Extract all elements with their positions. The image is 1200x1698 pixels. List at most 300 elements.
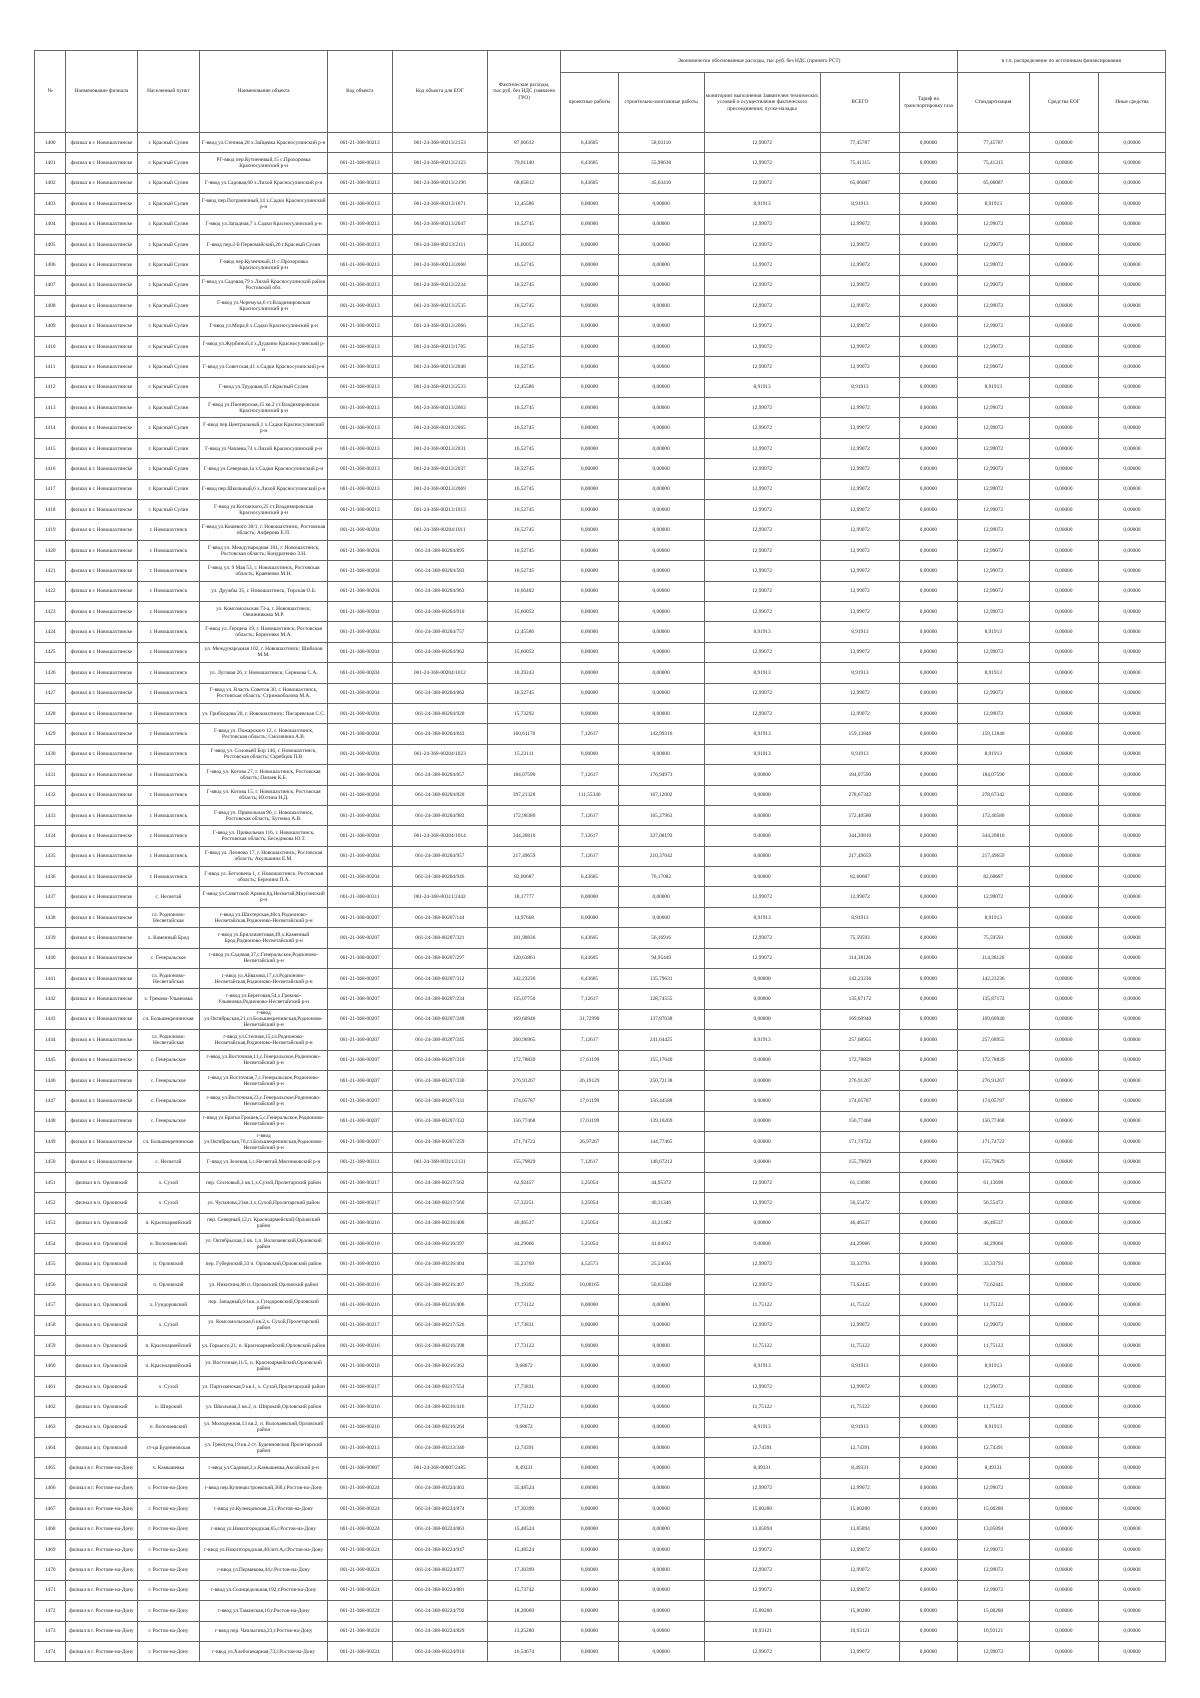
tariff-cell: 0,00000: [900, 1356, 958, 1376]
tariff-cell: 0,00000: [900, 540, 958, 560]
construction-cost-cell: 0,00000: [618, 479, 704, 499]
eog-funds-cell: 0,00000: [1029, 989, 1098, 1009]
total-cost-cell: 56,55472: [820, 1193, 900, 1213]
branch-cell: филиал в г. Новошахтинске: [66, 438, 137, 458]
construction-cost-cell: 155,17640: [618, 1050, 704, 1070]
construction-cost-cell: 0,00000: [618, 357, 704, 377]
eog-funds-cell: 0,00000: [1029, 846, 1098, 866]
table-row: [35, 1438, 1166, 1458]
eog-funds-cell: 0,00000: [1029, 1458, 1098, 1478]
total-cost-cell: 12,99072: [820, 1580, 900, 1600]
object-code-cell: 061-21-368-00216: [327, 1274, 392, 1294]
eog-code-cell: 061-24-368-00311/2442: [392, 887, 487, 907]
object-name-cell: Г-ввод ул. Соловьёй Бор 146, г. Новошахтинск, Ростовская область; Скребцов П.В.: [200, 744, 328, 764]
eog-code-cell: 061-24-368-00207/248: [392, 1009, 487, 1029]
branch-cell: филиал в г. Новошахтинске: [66, 622, 137, 642]
table-row: [35, 724, 1166, 744]
eog-code-cell: 061-24-368-00213/2153: [392, 133, 487, 153]
eog-funds-cell: 0,00000: [1029, 1152, 1098, 1172]
monitoring-cost-cell: 12,99072: [704, 255, 820, 275]
object-code-cell: 061-21-368-00213: [327, 214, 392, 234]
other-funds-cell: 0,00000: [1098, 1091, 1165, 1111]
other-funds-cell: 0,00000: [1098, 1111, 1165, 1131]
design-cost-cell: 0,00000: [561, 1499, 619, 1519]
construction-cost-cell: 137,87038: [618, 1009, 704, 1029]
locality-cell: п. Красноармейский: [137, 1356, 200, 1376]
eog-funds-cell: 0,00000: [1029, 1417, 1098, 1437]
table-row: [35, 744, 1166, 764]
row-number: 1430: [35, 744, 66, 764]
table-row: [35, 479, 1166, 499]
table-row: [35, 234, 1166, 254]
branch-cell: филиал в г. Новошахтинске: [66, 357, 137, 377]
object-name-cell: Г-ввод ул.Пионерская,15 кв.2 ст.Владимировская Красносулинский р-н: [200, 398, 328, 418]
design-cost-cell: 3,25054: [561, 1213, 619, 1233]
locality-cell: г. Новошахтинск: [137, 663, 200, 683]
row-number: 1421: [35, 561, 66, 581]
eog-code-cell: 061-24-368-00204/1011: [392, 520, 487, 540]
branch-cell: филиал в г. Новошахтинске: [66, 703, 137, 723]
other-funds-cell: 0,00000: [1098, 1641, 1165, 1661]
branch-cell: филиал в г. Новошахтинске: [66, 744, 137, 764]
construction-cost-cell: 0,00000: [618, 1417, 704, 1437]
other-funds-cell: 0,00000: [1098, 479, 1165, 499]
standardization-cell: 12,99072: [957, 438, 1029, 458]
standardization-cell: 12,99072: [957, 540, 1029, 560]
eog-funds-cell: 0,00000: [1029, 1621, 1098, 1641]
row-number: 1445: [35, 1050, 66, 1070]
object-code-cell: 061-21-368-00207: [327, 1009, 392, 1029]
standardization-cell: 56,55472: [957, 1193, 1029, 1213]
monitoring-cost-cell: 11,75122: [704, 1295, 820, 1315]
actual-cost-cell: 15,60052: [487, 601, 560, 621]
eog-funds-cell: 0,00000: [1029, 1132, 1098, 1152]
branch-cell: филиал в г. Новошахтинске: [66, 642, 137, 662]
standardization-cell: 12,99072: [957, 1560, 1029, 1580]
actual-cost-cell: 16,52745: [487, 418, 560, 438]
standardization-cell: 172,78839: [957, 1050, 1029, 1070]
object-name-cell: Г-ввод ул.Степная,28 х.Зайцевка Красносулинский р-н: [200, 133, 328, 153]
other-funds-cell: 0,00000: [1098, 805, 1165, 825]
actual-cost-cell: 16,52745: [487, 520, 560, 540]
eog-funds-cell: 0,00000: [1029, 1601, 1098, 1621]
eog-code-cell: 061-24-368-00224/910: [392, 1641, 487, 1661]
tariff-cell: 0,00000: [900, 398, 958, 418]
row-number: 1450: [35, 1152, 66, 1172]
eog-funds-cell: 0,00000: [1029, 234, 1098, 254]
branch-cell: филиал в п. Орловский: [66, 1376, 137, 1396]
locality-cell: г. Новошахтинск: [137, 826, 200, 846]
locality-cell: г. Новошахтинск: [137, 805, 200, 825]
monitoring-cost-cell: 12,99072: [704, 1254, 820, 1274]
table-row: [35, 194, 1166, 214]
eog-code-cell: 061-24-368-00204/820: [392, 785, 487, 805]
standardization-cell: 73,62445: [957, 1274, 1029, 1294]
eog-code-cell: 061-24-368-00213/2123: [392, 153, 487, 173]
standardization-cell: 12,99072: [957, 1315, 1029, 1335]
actual-cost-cell: 16,52745: [487, 296, 560, 316]
object-name-cell: ул. Комсомольская 73-а, г. Новошахтинск; Овчинникова М.Р.: [200, 601, 328, 621]
total-cost-cell: 217,49659: [820, 846, 900, 866]
table-row: [35, 214, 1166, 234]
tariff-cell: 0,00000: [900, 642, 958, 662]
design-cost-cell: 6,43605: [561, 153, 619, 173]
eog-code-cell: 061-24-368-00224/463: [392, 1478, 487, 1498]
monitoring-cost-cell: 12,99072: [704, 581, 820, 601]
tariff-cell: 0,00000: [900, 907, 958, 927]
other-funds-cell: 0,00000: [1098, 703, 1165, 723]
tariff-cell: 0,00000: [900, 214, 958, 234]
eog-code-cell: 061-24-368-00216/404: [392, 1254, 487, 1274]
object-name-cell: г-ввод ул.Садовая,37,с.Генеральское,Родионово-Несветайский р-н: [200, 948, 328, 968]
construction-cost-cell: 43,21483: [618, 1213, 704, 1233]
row-number: 1428: [35, 703, 66, 723]
eog-funds-cell: 0,00000: [1029, 1111, 1098, 1131]
object-name-cell: г-ввод ул.Хлебопекарная,73,г.Ростов-на-Дону: [200, 1641, 328, 1661]
eog-funds-cell: 0,00000: [1029, 1519, 1098, 1539]
actual-cost-cell: 16,52745: [487, 479, 560, 499]
object-name-cell: пер. Губернский,33 п. Орловский,Орловский район: [200, 1254, 328, 1274]
total-cost-cell: 8,91913: [820, 744, 900, 764]
monitoring-cost-cell: 0,00000: [704, 1091, 820, 1111]
other-funds-cell: 0,00000: [1098, 989, 1165, 1009]
header-no: №: [35, 51, 66, 133]
monitoring-cost-cell: 15,00280: [704, 1601, 820, 1621]
other-funds-cell: 0,00000: [1098, 357, 1165, 377]
standardization-cell: 257,68955: [957, 1030, 1029, 1050]
eog-funds-cell: 0,00000: [1029, 459, 1098, 479]
object-code-cell: 061-21-368-00217: [327, 1315, 392, 1335]
construction-cost-cell: 40,31346: [618, 1193, 704, 1213]
other-funds-cell: 0,00000: [1098, 1213, 1165, 1233]
branch-cell: филиал в п. Орловский: [66, 1336, 137, 1356]
other-funds-cell: 0,00000: [1098, 1438, 1165, 1458]
branch-cell: филиал в г. Новошахтинске: [66, 683, 137, 703]
monitoring-cost-cell: 0,00000: [704, 989, 820, 1009]
standardization-cell: 169,60940: [957, 1009, 1029, 1029]
total-cost-cell: 15,00280: [820, 1601, 900, 1621]
monitoring-cost-cell: 12,99072: [704, 928, 820, 948]
other-funds-cell: 0,00000: [1098, 1009, 1165, 1029]
table-row: [35, 500, 1166, 520]
eog-code-cell: 061-24-368-00216/264: [392, 1417, 487, 1437]
monitoring-cost-cell: 12,99072: [704, 887, 820, 907]
eog-funds-cell: 0,00000: [1029, 1193, 1098, 1213]
object-name-cell: г-ввод ул.Кузнецовская,23,г.Ростов-на-Дону: [200, 1499, 328, 1519]
other-funds-cell: 0,00000: [1098, 540, 1165, 560]
construction-cost-cell: 0,00000: [618, 500, 704, 520]
row-number: 1426: [35, 663, 66, 683]
monitoring-cost-cell: 8,91913: [704, 1417, 820, 1437]
design-cost-cell: 0,00000: [561, 1295, 619, 1315]
actual-cost-cell: 172,78839: [487, 1050, 560, 1070]
eog-code-cell: 061-24-368-00224/863: [392, 1519, 487, 1539]
total-cost-cell: 184,07590: [820, 765, 900, 785]
branch-cell: филиал в г. Новошахтинске: [66, 1111, 137, 1131]
eog-code-cell: 061-24-368-00213/2234: [392, 275, 487, 295]
total-cost-cell: 12,99072: [820, 234, 900, 254]
branch-cell: филиал в г. Новошахтинске: [66, 1070, 137, 1090]
table-row: [35, 1152, 1166, 1172]
monitoring-cost-cell: 8,91913: [704, 724, 820, 744]
branch-cell: филиал в г. Новошахтинске: [66, 459, 137, 479]
actual-cost-cell: 9,68672: [487, 1356, 560, 1376]
construction-cost-cell: 0,00000: [618, 255, 704, 275]
object-name-cell: Г-ввод пер.Центральный,1 х.Садки Красносулинский р-н: [200, 418, 328, 438]
eog-funds-cell: 0,00000: [1029, 1213, 1098, 1233]
monitoring-cost-cell: 12,99072: [704, 561, 820, 581]
monitoring-cost-cell: 12,99072: [704, 398, 820, 418]
total-cost-cell: 8,91913: [820, 907, 900, 927]
header-other: Иные средства: [1098, 73, 1165, 133]
construction-cost-cell: 128,74555: [618, 989, 704, 1009]
table-row: [35, 867, 1166, 887]
table-row: [35, 1132, 1166, 1152]
object-code-cell: 061-21-368-00204: [327, 540, 392, 560]
tariff-cell: 0,00000: [900, 133, 958, 153]
monitoring-cost-cell: 12,74391: [704, 1438, 820, 1458]
eog-funds-cell: 0,00000: [1029, 520, 1098, 540]
locality-cell: г. Новошахтинск: [137, 581, 200, 601]
actual-cost-cell: 68,65812: [487, 173, 560, 193]
branch-cell: филиал в г. Новошахтинске: [66, 663, 137, 683]
branch-cell: филиал в г. Новошахтинске: [66, 867, 137, 887]
monitoring-cost-cell: 12,99072: [704, 1274, 820, 1294]
object-name-cell: Г-ввод ул.Трудовая,45 г.Красный Сулин: [200, 377, 328, 397]
monitoring-cost-cell: 8,91913: [704, 377, 820, 397]
locality-cell: г. Ростов-на-Дону: [137, 1641, 200, 1661]
header-standard: Стандартизация: [957, 73, 1029, 133]
table-row: [35, 275, 1166, 295]
row-number: 1456: [35, 1274, 66, 1294]
row-number: 1452: [35, 1193, 66, 1213]
design-cost-cell: 7,12617: [561, 1030, 619, 1050]
actual-cost-cell: 46,46537: [487, 1213, 560, 1233]
design-cost-cell: 0,00000: [561, 398, 619, 418]
row-number: 1420: [35, 540, 66, 560]
object-code-cell: 061-21-368-00213: [327, 438, 392, 458]
actual-cost-cell: 79,01140: [487, 153, 560, 173]
object-name-cell: Г-ввод ул.Чапаева,74 х.Лихой Красносулинский р-н: [200, 438, 328, 458]
construction-cost-cell: 25,54036: [618, 1254, 704, 1274]
row-number: 1432: [35, 785, 66, 805]
tariff-cell: 0,00000: [900, 1601, 958, 1621]
design-cost-cell: 0,00000: [561, 1601, 619, 1621]
construction-cost-cell: 0,00000: [618, 1539, 704, 1559]
design-cost-cell: 111,55340: [561, 785, 619, 805]
monitoring-cost-cell: 12,99072: [704, 601, 820, 621]
header-object-name: Наименование объекта: [200, 51, 328, 133]
table-row: [35, 1519, 1166, 1539]
design-cost-cell: 6,43605: [561, 948, 619, 968]
tariff-cell: 0,00000: [900, 255, 958, 275]
construction-cost-cell: 156,44588: [618, 1091, 704, 1111]
branch-cell: филиал в г. Новошахтинске: [66, 826, 137, 846]
row-number: 1429: [35, 724, 66, 744]
standardization-cell: 184,07590: [957, 765, 1029, 785]
object-code-cell: 061-21-368-00213: [327, 173, 392, 193]
design-cost-cell: 0,00000: [561, 581, 619, 601]
other-funds-cell: 0,00000: [1098, 1580, 1165, 1600]
total-cost-cell: 82,60687: [820, 867, 900, 887]
locality-cell: г. Красный Сулин: [137, 398, 200, 418]
other-funds-cell: 0,00000: [1098, 398, 1165, 418]
actual-cost-cell: 17,30399: [487, 1499, 560, 1519]
branch-cell: филиал в г. Новошахтинске: [66, 887, 137, 907]
header-econ-group: Экономически обоснованные расходы, тыс.руб. без НДС (принято РСТ): [561, 51, 957, 73]
design-cost-cell: 7,12617: [561, 846, 619, 866]
total-cost-cell: 276,91267: [820, 1070, 900, 1090]
locality-cell: п. Волочаевский: [137, 1417, 200, 1437]
object-name-cell: Г-ввод ул.Западная,7 х.Садки Красносулинский р-н: [200, 214, 328, 234]
tariff-cell: 0,00000: [900, 663, 958, 683]
eog-code-cell: 061-24-368-00224/877: [392, 1560, 487, 1580]
object-code-cell: 061-21-368-00204: [327, 826, 392, 846]
design-cost-cell: 7,12617: [561, 989, 619, 1009]
object-code-cell: 061-21-368-00213: [327, 275, 392, 295]
standardization-cell: 75,41315: [957, 153, 1029, 173]
branch-cell: филиал в г. Новошахтинске: [66, 907, 137, 927]
actual-cost-cell: 79,19392: [487, 1274, 560, 1294]
object-code-cell: 061-21-368-00216: [327, 1213, 392, 1233]
locality-cell: г. Красный Сулин: [137, 153, 200, 173]
row-number: 1422: [35, 581, 66, 601]
actual-cost-cell: 17,73831: [487, 1376, 560, 1396]
other-funds-cell: 0,00000: [1098, 153, 1165, 173]
monitoring-cost-cell: 12,99072: [704, 296, 820, 316]
object-name-cell: г-ввод ул.Шахтерская,40сл.Родионово-Несветайская,Родионово-Несветайский р-н: [200, 907, 328, 927]
actual-cost-cell: 18,28069: [487, 1601, 560, 1621]
locality-cell: г. Красный Сулин: [137, 255, 200, 275]
eog-code-cell: 061-24-368-00213/2069: [392, 479, 487, 499]
design-cost-cell: 0,00000: [561, 561, 619, 581]
design-cost-cell: 17,61199: [561, 1111, 619, 1131]
branch-cell: филиал в г. Новошахтинске: [66, 1152, 137, 1172]
object-code-cell: 061-21-368-00207: [327, 907, 392, 927]
monitoring-cost-cell: 0,00000: [704, 1234, 820, 1254]
construction-cost-cell: 337,08193: [618, 826, 704, 846]
design-cost-cell: 0,00000: [561, 357, 619, 377]
eog-funds-cell: 0,00000: [1029, 744, 1098, 764]
row-number: 1425: [35, 642, 66, 662]
monitoring-cost-cell: 12,99072: [704, 1478, 820, 1498]
design-cost-cell: 0,00000: [561, 1336, 619, 1356]
branch-cell: филиал в п. Орловский: [66, 1315, 137, 1335]
monitoring-cost-cell: 12,99072: [704, 683, 820, 703]
eog-code-cell: 061-24-368-00207/310: [392, 1050, 487, 1070]
locality-cell: г. Новошахтинск: [137, 642, 200, 662]
actual-cost-cell: 15,60052: [487, 234, 560, 254]
eog-funds-cell: 0,00000: [1029, 1315, 1098, 1335]
object-name-cell: г-ввод ул.Солнцедольная,192,г.Ростов-на-Дону: [200, 1580, 328, 1600]
other-funds-cell: 0,00000: [1098, 1397, 1165, 1417]
eog-code-cell: 061-24-368-00213/2068: [392, 255, 487, 275]
design-cost-cell: 31,72990: [561, 1009, 619, 1029]
standardization-cell: 12,99072: [957, 703, 1029, 723]
object-name-cell: Г-ввод ул.Котовского,25 ст.Владимировская Красносулинский р-н: [200, 500, 328, 520]
standardization-cell: 12,99072: [957, 336, 1029, 356]
object-code-cell: 061-21-368-00213: [327, 479, 392, 499]
monitoring-cost-cell: 0,00000: [704, 1152, 820, 1172]
standardization-cell: 12,99072: [957, 887, 1029, 907]
eog-code-cell: 061-24-368-00216/398: [392, 1336, 487, 1356]
total-cost-cell: 12,99072: [820, 703, 900, 723]
object-name-cell: Г-ввод ул.Черемуха,6 ст.Владимировская Красносулинский р-н: [200, 296, 328, 316]
total-cost-cell: 12,99072: [820, 1641, 900, 1661]
eog-code-cell: 061-24-368-00204/920: [392, 703, 487, 723]
other-funds-cell: 0,00000: [1098, 1234, 1165, 1254]
locality-cell: г. Красный Сулин: [137, 214, 200, 234]
eog-code-cell: 061-24-368-00213/2111: [392, 234, 487, 254]
locality-cell: г. Новошахтинск: [137, 867, 200, 887]
branch-cell: филиал в г. Новошахтинске: [66, 561, 137, 581]
row-number: 1471: [35, 1580, 66, 1600]
construction-cost-cell: 0,00000: [618, 438, 704, 458]
header-fin-group: в т.ч. распределение по источникам финансирования: [957, 51, 1165, 73]
row-number: 1467: [35, 1499, 66, 1519]
construction-cost-cell: 0,00000: [618, 1397, 704, 1417]
row-number: 1449: [35, 1132, 66, 1152]
table-row: [35, 907, 1166, 927]
design-cost-cell: 0,00000: [561, 663, 619, 683]
object-code-cell: 061-21-368-00216: [327, 1295, 392, 1315]
locality-cell: г. Красный Сулин: [137, 377, 200, 397]
standardization-cell: 12,99072: [957, 357, 1029, 377]
row-number: 1406: [35, 255, 66, 275]
object-code-cell: 061-21-368-00224: [327, 1478, 392, 1498]
total-cost-cell: 155,79829: [820, 1152, 900, 1172]
construction-cost-cell: 0,00000: [618, 296, 704, 316]
eog-funds-cell: 0,00000: [1029, 928, 1098, 948]
other-funds-cell: 0,00000: [1098, 928, 1165, 948]
table-row: [35, 1417, 1166, 1437]
object-name-cell: ул. Горького,21, п. Красноармейский,Орловский район: [200, 1336, 328, 1356]
locality-cell: г. Ростов-на-Дону: [137, 1478, 200, 1498]
tariff-cell: 0,00000: [900, 459, 958, 479]
actual-cost-cell: 397,21328: [487, 785, 560, 805]
standardization-cell: 8,91913: [957, 622, 1029, 642]
object-name-cell: ул. Школьная,3 кв.2, п. Широкий,Орловский район: [200, 1397, 328, 1417]
monitoring-cost-cell: 8,91913: [704, 907, 820, 927]
table-row: [35, 1539, 1166, 1559]
locality-cell: ст-ца Буденновская: [137, 1438, 200, 1458]
construction-cost-cell: 0,00000: [618, 1478, 704, 1498]
construction-cost-cell: 0,00000: [618, 459, 704, 479]
object-code-cell: 061-21-368-00213: [327, 336, 392, 356]
row-number: 1460: [35, 1356, 66, 1376]
object-code-cell: 061-21-368-00207: [327, 1132, 392, 1152]
standardization-cell: 10,93121: [957, 1621, 1029, 1641]
actual-cost-cell: 12,45586: [487, 194, 560, 214]
other-funds-cell: 0,00000: [1098, 1336, 1165, 1356]
branch-cell: филиал в г. Новошахтинске: [66, 173, 137, 193]
header-branch: Наименование филиала: [66, 51, 137, 133]
actual-cost-cell: 12,45586: [487, 377, 560, 397]
object-code-cell: 061-21-368-00224: [327, 1621, 392, 1641]
object-code-cell: 061-21-368-00213: [327, 1438, 392, 1458]
locality-cell: г. Новошахтинск: [137, 785, 200, 805]
branch-cell: филиал в п. Орловский: [66, 1397, 137, 1417]
eog-code-cell: 061-24-368-00224/947: [392, 1539, 487, 1559]
total-cost-cell: 11,75122: [820, 1397, 900, 1417]
row-number: 1400: [35, 133, 66, 153]
row-number: 1412: [35, 377, 66, 397]
total-cost-cell: 12,99072: [820, 1560, 900, 1580]
eog-funds-cell: 0,00000: [1029, 1254, 1098, 1274]
other-funds-cell: 0,00000: [1098, 1132, 1165, 1152]
total-cost-cell: 12,99072: [820, 1376, 900, 1396]
table-row: [35, 1458, 1166, 1478]
